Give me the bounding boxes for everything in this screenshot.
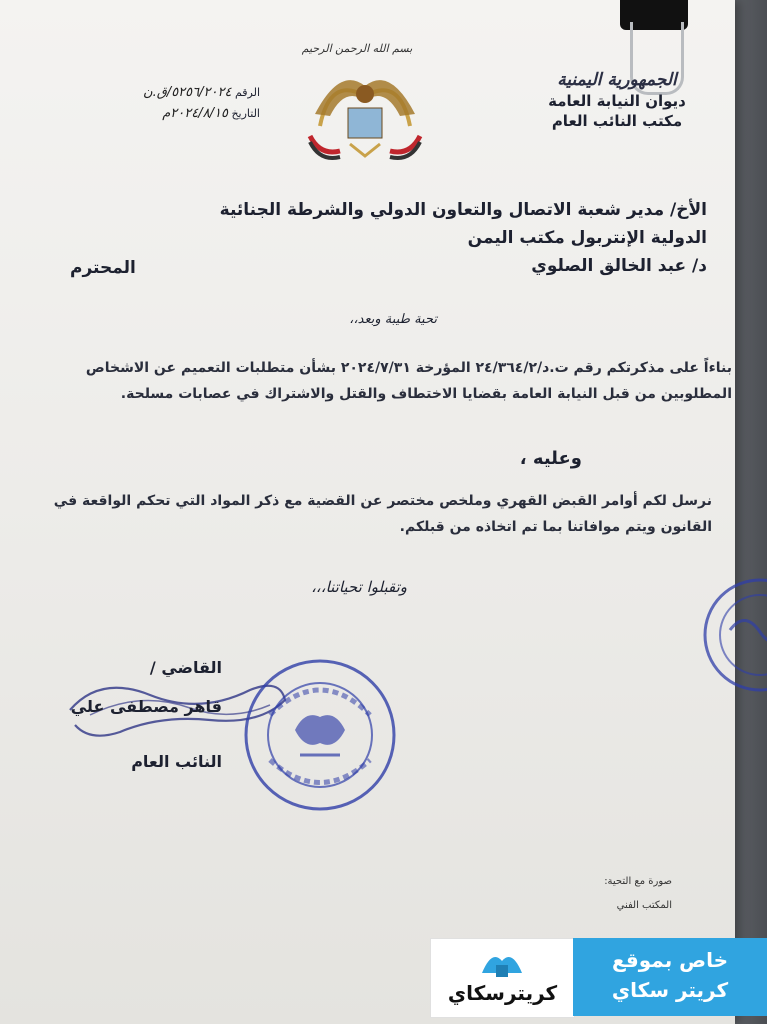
reference-date-label: التاريخ (231, 107, 260, 120)
watermark-logo-panel (430, 938, 575, 1018)
reference-date-value: ٢٠٢٤/٨/١٥م (162, 106, 228, 121)
official-stamp-icon (240, 655, 400, 815)
greeting-text: تحية طيبة وبعد،، (349, 312, 437, 327)
bureau-name: مكتب النائب العام (551, 112, 683, 130)
body-paragraph-2: نرسل لكم أوامر القبض القهري وملخص مختصر عن القضية مع ذكر المواد التي تحكم الواقعة في القانون ويتم موافاتنا بما تم اتخاذه من قبلكم. (53, 493, 712, 535)
letterhead-block (507, 70, 727, 130)
addressee-line-2: الدولية الإنتربول مكتب اليمن (467, 228, 707, 248)
body-transition: وعليه ، (519, 448, 582, 469)
respect-label: المحترم (70, 258, 136, 278)
reference-block (40, 85, 260, 127)
signatory-position: النائب العام (131, 752, 222, 771)
watermark-exclusive-line-1: خاص بموقع (611, 948, 728, 972)
reference-number-label: الرقم (234, 86, 260, 99)
reference-number-value: ٥٢٥٦/٢٠٢٤/ق.ن (143, 85, 232, 100)
copy-to-line-2: المكتب الفني (616, 900, 672, 911)
signatory-title: القاضي / (149, 658, 222, 677)
closing-text: وتقبلوا تحياتنا،،، (311, 578, 407, 596)
signatory-name: قاهر مصطفى علي (70, 697, 222, 716)
crater-sky-logo-icon (478, 945, 526, 979)
body-paragraph-1: بناءاً على مذكرتكم رقم ت.د/٢٤/٣٦٤/٢ المؤرخة ٢٠٢٤/٧/٣١ بشأن متطلبات التعميم عن الاشخاص المطلوبين من قبل النيابة العامة بقضايا الاختطاف والقتل والاشتراك في عصابات مسلحة. (85, 360, 732, 402)
yemen-emblem-icon (300, 56, 430, 166)
watermark-exclusive-panel (573, 938, 767, 1016)
watermark-brand: كريترسكاي (447, 981, 558, 1005)
basmala-text: بسم الله الرحمن الرحيم (301, 42, 413, 55)
addressee-line-1: الأخ/ مدير شعبة الاتصال والتعاون الدولي والشرطة الجنائية (219, 200, 707, 220)
office-name: ديوان النيابة العامة (548, 92, 686, 110)
addressee-block (67, 196, 707, 280)
copy-to-line-1: صورة مع التحية: (604, 876, 672, 887)
copy-to-block (604, 870, 672, 918)
addressee-line-3: د/ عبد الخالق الصلوي (531, 256, 707, 276)
official-stamp-partial-icon (690, 570, 767, 700)
watermark-exclusive-line-2: كريتر سكاي (611, 978, 729, 1002)
republic-name: الجمهورية اليمنية (557, 70, 677, 90)
